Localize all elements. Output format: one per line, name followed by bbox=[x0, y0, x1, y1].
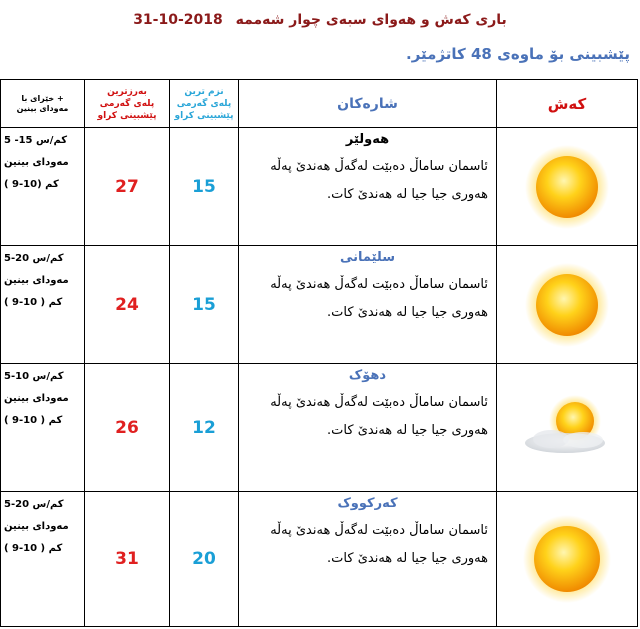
visibility-label: مەودای بینین bbox=[4, 521, 69, 532]
header-min bbox=[170, 80, 239, 128]
header-min-line-1: نزم ترین bbox=[184, 86, 224, 97]
city-name: دهۆک bbox=[348, 368, 387, 383]
sun-icon bbox=[523, 261, 611, 349]
page-subtitle: پێشبینی بۆ ماوەی 48 کاتژمێر. bbox=[406, 45, 630, 63]
wind-speed: 5-20 کم/س bbox=[4, 499, 64, 510]
weather-desc-line-2: هەوری جیا جیا لە هەندێ کات. bbox=[327, 423, 488, 438]
forecast-table bbox=[0, 79, 638, 627]
min-temp: 15 bbox=[170, 246, 239, 364]
wind-speed: 5-10 کم/س bbox=[4, 371, 64, 382]
weather-icon-cell bbox=[497, 364, 638, 492]
weather-desc-line-1: ئاسمان ساماڵ دەبێت لەگەڵ هەندێ پەڵە bbox=[270, 159, 488, 174]
header-weather: کەش bbox=[497, 80, 638, 128]
visibility-range: ( 9-10 ) کم bbox=[4, 543, 63, 554]
wind-visibility bbox=[1, 492, 85, 627]
header-min-line-3: پێشبینی کراو bbox=[174, 110, 234, 121]
header-min-line-2: پلەی گەرمی bbox=[176, 98, 232, 109]
sun-icon bbox=[523, 143, 611, 231]
weather-icon-cell bbox=[497, 246, 638, 364]
visibility-label: مەودای بینین bbox=[4, 393, 69, 404]
weather-icon-cell bbox=[497, 492, 638, 627]
header-wind-line-2: مەودای بینین bbox=[16, 103, 69, 113]
header-max-line-3: پێشبینی کراو bbox=[97, 110, 157, 121]
visibility-range: ( 9-10 ) کم bbox=[4, 297, 63, 308]
header-wind-line-1: خێرای با + bbox=[21, 93, 64, 103]
header-row bbox=[1, 80, 638, 128]
sun-cloud-icon bbox=[519, 393, 615, 463]
city-cell bbox=[239, 492, 497, 627]
wind-visibility bbox=[1, 246, 85, 364]
title-date: 2018-10-31 bbox=[133, 12, 223, 28]
min-temp: 15 bbox=[170, 128, 239, 246]
page-title bbox=[0, 12, 640, 28]
visibility-range: ( 9-10 ) کم bbox=[4, 415, 63, 426]
wind-speed: 5-20 کم/س bbox=[4, 253, 64, 264]
table-row bbox=[1, 246, 638, 364]
weather-desc-line-2: هەوری جیا جیا لە هەندێ کات. bbox=[327, 551, 488, 566]
weather-icon-cell bbox=[497, 128, 638, 246]
sun-icon bbox=[521, 513, 613, 605]
table-row bbox=[1, 128, 638, 246]
visibility-range: ( 9-10) کم bbox=[4, 179, 59, 190]
table-row bbox=[1, 364, 638, 492]
city-name: هەولێر bbox=[345, 132, 390, 147]
min-temp: 12 bbox=[170, 364, 239, 492]
visibility-label: مەودای بینین bbox=[4, 157, 69, 168]
header-cities: شارەکان bbox=[239, 80, 497, 128]
max-temp: 24 bbox=[85, 246, 170, 364]
weather-desc-line-1: ئاسمان ساماڵ دەبێت لەگەڵ هەندێ پەڵە bbox=[270, 395, 488, 410]
wind-visibility bbox=[1, 364, 85, 492]
weather-desc-line-1: ئاسمان ساماڵ دەبێت لەگەڵ هەندێ پەڵە bbox=[270, 277, 488, 292]
city-name: سلێمانی bbox=[339, 250, 396, 265]
table-row bbox=[1, 492, 638, 627]
city-cell bbox=[239, 246, 497, 364]
weather-desc-line-1: ئاسمان ساماڵ دەبێت لەگەڵ هەندێ پەڵە bbox=[270, 523, 488, 538]
max-temp: 26 bbox=[85, 364, 170, 492]
city-cell bbox=[239, 128, 497, 246]
wind-speed: 5 -15 کم/س bbox=[4, 135, 68, 146]
visibility-label: مەودای بینین bbox=[4, 275, 69, 286]
header-max bbox=[85, 80, 170, 128]
city-name: کەرکووک bbox=[337, 496, 398, 511]
header-max-line-2: پلەی گەرمی bbox=[99, 98, 155, 109]
weather-desc-line-2: هەوری جیا جیا لە هەندێ کات. bbox=[327, 305, 488, 320]
header-max-line-1: بەرزترین bbox=[107, 86, 147, 97]
min-temp: 20 bbox=[170, 492, 239, 627]
max-temp: 27 bbox=[85, 128, 170, 246]
title-text: باری کەش و هەوای سبەی چوار شەممە bbox=[235, 12, 507, 28]
header-wind bbox=[1, 80, 85, 128]
wind-visibility bbox=[1, 128, 85, 246]
max-temp: 31 bbox=[85, 492, 170, 627]
weather-desc-line-2: هەوری جیا جیا لە هەندێ کات. bbox=[327, 187, 488, 202]
city-cell bbox=[239, 364, 497, 492]
